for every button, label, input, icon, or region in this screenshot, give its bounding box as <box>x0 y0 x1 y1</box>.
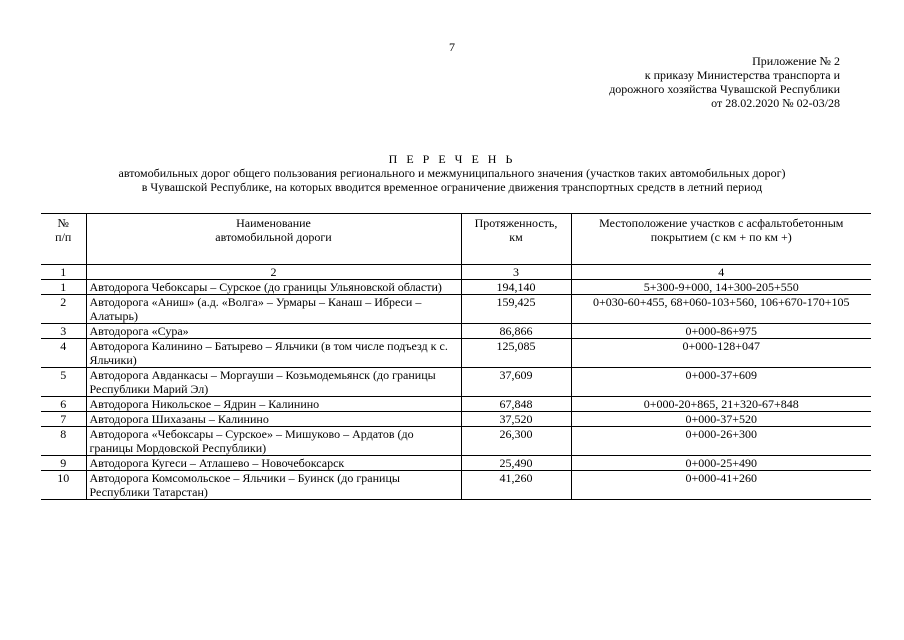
row-location: 0+000-128+047 <box>571 339 871 368</box>
row-location: 0+000-86+975 <box>571 324 871 339</box>
row-length: 26,300 <box>461 427 571 456</box>
table-row <box>41 471 871 500</box>
table-row <box>41 427 871 456</box>
column-numbers-row <box>41 265 871 280</box>
row-num: 9 <box>41 456 86 471</box>
table-row <box>41 280 871 295</box>
table-row <box>41 412 871 427</box>
row-num: 1 <box>41 280 86 295</box>
row-length: 37,520 <box>461 412 571 427</box>
row-num: 6 <box>41 397 86 412</box>
row-name: Автодорога Кугеси – Атлашево – Новочебоксарск <box>86 456 461 471</box>
table-row <box>41 368 871 397</box>
row-location: 0+000-41+260 <box>571 471 871 500</box>
row-num: 2 <box>41 295 86 324</box>
row-location: 0+000-37+609 <box>571 368 871 397</box>
roads-table <box>41 213 871 500</box>
row-length: 37,609 <box>461 368 571 397</box>
column-number: 2 <box>86 265 461 280</box>
column-number: 3 <box>461 265 571 280</box>
row-name: Автодорога «Аниш» (а.д. «Волга» – Урмары – Канаш – Ибреси – Алатырь) <box>86 295 461 324</box>
row-num: 8 <box>41 427 86 456</box>
row-location: 0+030-60+455, 68+060-103+560, 106+670-170+105 <box>571 295 871 324</box>
row-name: Автодорога «Чебоксары – Сурское» – Мишуково – Ардатов (до границы Мордовской Республики) <box>86 427 461 456</box>
table-row <box>41 295 871 324</box>
header-name-line1: Наименование <box>236 216 311 230</box>
header-num <box>41 214 86 265</box>
header-num-line1: № <box>57 216 69 230</box>
row-length: 41,260 <box>461 471 571 500</box>
table-row <box>41 339 871 368</box>
heading-line: автомобильных дорог общего пользования регионального и межмуниципального значения (участков таких автомобильных дорог) <box>118 166 786 180</box>
table-row <box>41 456 871 471</box>
row-location: 5+300-9+000, 14+300-205+550 <box>571 280 871 295</box>
row-length: 86,866 <box>461 324 571 339</box>
document-title: П Е Р Е Ч Е Н Ь <box>388 152 516 166</box>
row-name: Автодорога Калинино – Батырево – Яльчики (в том числе подъезд к с. Яльчики) <box>86 339 461 368</box>
row-location: 0+000-37+520 <box>571 412 871 427</box>
row-name: Автодорога Авданкасы – Моргауши – Козьмодемьянск (до границы Республики Марий Эл) <box>86 368 461 397</box>
appendix-line: Приложение № 2 <box>752 54 840 68</box>
row-location: 0+000-26+300 <box>571 427 871 456</box>
row-length: 159,425 <box>461 295 571 324</box>
header-length <box>461 214 571 265</box>
table-header-row <box>41 214 871 265</box>
row-num: 3 <box>41 324 86 339</box>
row-name: Автодорога Никольское – Ядрин – Калинино <box>86 397 461 412</box>
appendix-block <box>540 54 840 110</box>
header-location <box>571 214 871 265</box>
row-name: Автодорога Комсомольское – Яльчики – Буинск (до границы Республики Татарстан) <box>86 471 461 500</box>
header-num-line2: п/п <box>55 230 72 244</box>
row-location: 0+000-25+490 <box>571 456 871 471</box>
document-heading <box>0 152 904 194</box>
appendix-line: к приказу Министерства транспорта и <box>644 68 840 82</box>
row-name: Автодорога Чебоксары – Сурское (до границы Ульяновской области) <box>86 280 461 295</box>
appendix-line: дорожного хозяйства Чувашской Республики <box>609 82 840 96</box>
row-num: 10 <box>41 471 86 500</box>
table-row <box>41 324 871 339</box>
header-name <box>86 214 461 265</box>
column-number: 1 <box>41 265 86 280</box>
header-location-line2: покрытием (с км + по км +) <box>650 230 792 244</box>
page-number: 7 <box>449 40 455 54</box>
row-length: 67,848 <box>461 397 571 412</box>
row-length: 25,490 <box>461 456 571 471</box>
row-num: 4 <box>41 339 86 368</box>
heading-line: в Чувашской Республике, на которых вводится временное ограничение движения транспортных средств в летний период <box>141 180 763 194</box>
row-location: 0+000-20+865, 21+320-67+848 <box>571 397 871 412</box>
column-number: 4 <box>571 265 871 280</box>
row-name: Автодорога Шихазаны – Калинино <box>86 412 461 427</box>
header-length-line2: км <box>509 230 523 244</box>
row-num: 5 <box>41 368 86 397</box>
appendix-line: от 28.02.2020 № 02-03/28 <box>711 96 840 110</box>
row-length: 194,140 <box>461 280 571 295</box>
header-location-line1: Местоположение участков с асфальтобетонным <box>599 216 844 230</box>
table-row <box>41 397 871 412</box>
row-num: 7 <box>41 412 86 427</box>
row-length: 125,085 <box>461 339 571 368</box>
header-length-line1: Протяженность, <box>474 216 558 230</box>
header-name-line2: автомобильной дороги <box>215 230 332 244</box>
row-name: Автодорога «Сура» <box>86 324 461 339</box>
